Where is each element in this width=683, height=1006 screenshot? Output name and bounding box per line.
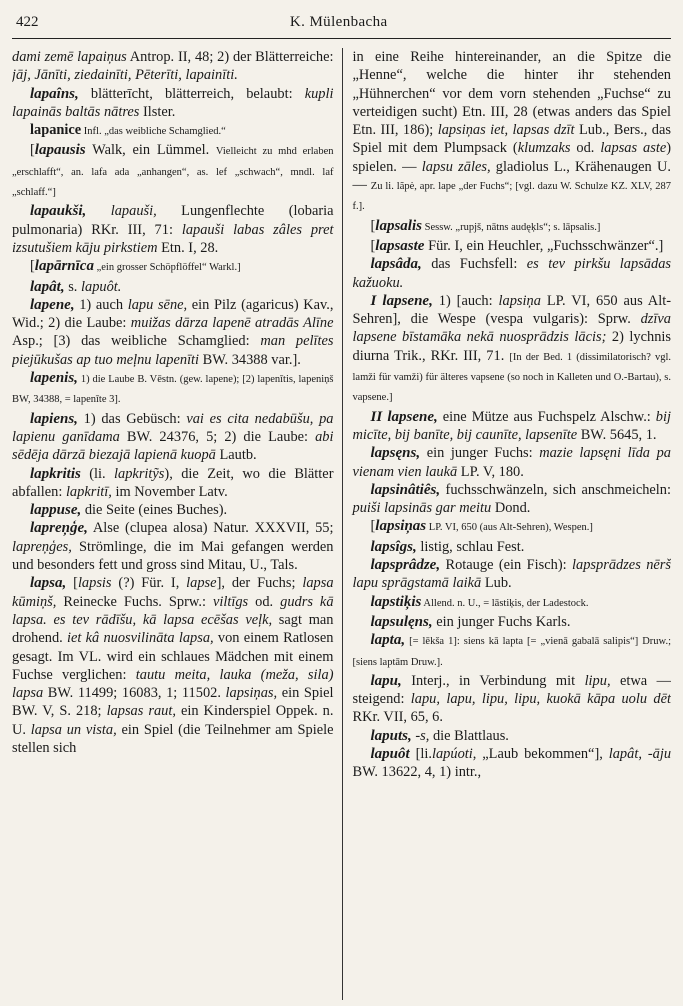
entry-text: blätterīcht, blätterreich, belaubt:	[78, 85, 305, 102]
entry-text: im November Latv.	[111, 483, 228, 500]
entry-text: Etn. I, 28.	[157, 239, 219, 256]
entry-text: lapsiņa	[498, 292, 541, 309]
running-title: K. Mülenbacha	[289, 14, 388, 30]
entry-text: LP. VI, 650 (aus Alt-Sehren), Wespen.]	[426, 522, 593, 534]
entry-text: BW. 13622, 4, 1) intr.,	[352, 764, 482, 781]
dictionary-entry	[12, 501, 334, 519]
dictionary-entry	[353, 556, 672, 593]
entry-text: BW. 24376, 5; 2) die Laube:	[119, 428, 316, 445]
entry-text: lapu, lapu, lipu, lipu, kuokā kāpa uolu dēt	[410, 691, 671, 708]
dictionary-entry	[353, 255, 672, 292]
entry-text: [	[30, 142, 35, 159]
entry-text: RKr. VII, 65, 6.	[352, 709, 443, 726]
entry-text: 1) auch	[74, 296, 128, 313]
entry-text: abi sēdēja dārzā biezajā lapienā kuopā	[12, 428, 334, 464]
entry-text: „ein grosser Schöpflöffel“ Warkl.]	[93, 262, 241, 274]
entry-text: Sessw. „rupjš, nātns audęķls“; s. lāpsalis.]	[421, 221, 601, 233]
entry-headword: lapât,	[30, 278, 65, 295]
entry-text: lapse	[186, 575, 217, 592]
entry-text: -	[411, 727, 421, 744]
entry-text: gudrs kā lapsa. es tev rādīšu, kā lapsa ecēšas veļk,	[12, 593, 334, 628]
dictionary-entry	[353, 538, 672, 556]
entry-text: Allend. n. U., = lāstiķis, der Ladestock.	[421, 597, 589, 609]
entry-text: [In der Bed. 1 (dissimilatorisch? vgl. lamži für vamži) für älteres vapsene (so noch in Kalleten und O.-Bartau), s. vapsene.]	[352, 351, 671, 404]
entry-headword: lapsaste	[375, 237, 425, 254]
entry-headword: lapsęns,	[370, 445, 421, 462]
entry-text: Rotauge (ein Fisch):	[440, 557, 573, 574]
dictionary-entry	[12, 202, 334, 257]
entry-text: viltīgs	[212, 593, 249, 610]
entry-text: lapkritī,	[65, 483, 112, 500]
entry-text: klumzaks	[517, 140, 571, 157]
dictionary-entry	[12, 410, 334, 465]
dictionary-entry	[353, 237, 672, 255]
entry-text: Zu li. lãpė, apr. lape „der Fuchs“; [vgl. dazu W. Schulze KZ. XLV, 287 f.].	[352, 181, 671, 213]
entry-text: [	[66, 575, 78, 592]
dictionary-entry	[12, 465, 334, 502]
header-rule	[12, 38, 671, 39]
entry-text: die Seite (eines Buches).	[81, 502, 228, 519]
entry-text: ein Pilz (agaricus) Kav., Wid.; 2) die Laube:	[12, 296, 334, 332]
entry-text: eine Mütze aus Fuchspelz Alschw.:	[437, 408, 656, 425]
entry-headword: lapsinâtiês,	[370, 481, 441, 498]
entry-text: lapsu zāles,	[421, 158, 491, 175]
entry-text: lapanice	[30, 122, 82, 139]
entry-text: Für. I, ein Heuchler, „Fuchsschwänzer“.]	[424, 237, 664, 254]
entry-text: [	[30, 258, 35, 275]
entry-headword: lapsprâdze,	[370, 557, 441, 574]
entry-text: puiši lapsinās gar meitu	[352, 500, 492, 517]
entry-text: [	[370, 237, 376, 254]
entry-text: Dond.	[491, 500, 531, 517]
entry-text: 2) lychnis diurna Trik., RKr. III, 71.	[352, 329, 671, 364]
entry-text: [	[370, 518, 376, 535]
two-column-body	[12, 48, 671, 1000]
entry-text: s,	[420, 727, 430, 744]
entry-headword: lapstiķis	[370, 593, 422, 610]
entry-text: Lub.	[481, 575, 512, 592]
entry-text: ein Kinderspiel Oppek. n. U.	[12, 703, 334, 738]
entry-text: es tev pirkšu lapsādas kažuoku.	[352, 256, 671, 291]
entry-text: -	[641, 745, 653, 762]
entry-text: s.	[64, 278, 81, 295]
dictionary-entry	[12, 85, 334, 122]
dictionary-entry	[12, 296, 334, 369]
dictionary-entry	[12, 141, 334, 202]
entry-text: lapreņģes,	[12, 538, 72, 555]
entry-text: lipu,	[584, 672, 611, 689]
dictionary-entry	[12, 369, 334, 410]
entry-text: lapkritỹs	[114, 465, 165, 482]
entry-text: [	[370, 217, 376, 234]
dictionary-entry	[12, 48, 334, 85]
entry-headword: lapausis	[34, 142, 86, 159]
entry-text: mazie lapsęni līda pa vienam vien laukā	[352, 445, 671, 480]
entry-text: Lungenflechte (lobaria pulmonaria) RKr. III, 71:	[12, 203, 334, 238]
entry-text: dami zemē lapaiņus	[12, 49, 127, 65]
entry-headword: lapārnīca	[34, 258, 94, 275]
dictionary-entry	[353, 517, 672, 537]
entry-text: (?) Für. I,	[111, 575, 187, 592]
entry-text: man pelītes piejūkušas ap tuo meļnu lapenīti	[12, 333, 334, 368]
entry-text: [= lēkša 1]: siens kā lapta [= „vienā gabalā salipis“] Druw.; [siens laptām Druw.].	[352, 636, 671, 668]
entry-text: Alse (clupea alosa) Natur. XXXVII, 55;	[87, 520, 334, 537]
left-column	[12, 48, 342, 1000]
entry-headword: I lapsene,	[370, 292, 433, 309]
entry-text: vai es cita nedabūšu, pa lapienu ganīdama	[12, 410, 334, 445]
entry-text: in eine Reihe hintereinander, an die Spitze die „Henne“, welche die hinter ihr stehenden „Hühnerchen“ vor dem vorn stehenden „Fuchse“ zu verteidigen sucht) Etn. III, 28 (etwas anders das Spiel Etn. III, 186);	[352, 49, 671, 139]
entry-headword: lapu,	[370, 672, 402, 689]
entry-text: lapuôt.	[81, 278, 122, 295]
entry-headword: II lapsene,	[370, 408, 438, 425]
entry-text: lapsis	[77, 575, 112, 592]
entry-text: die Blattlaus.	[429, 727, 509, 744]
dictionary-entry	[353, 631, 672, 672]
entry-text: od.	[570, 140, 601, 157]
page-number: 422	[16, 14, 39, 30]
entry-text: lapsas aste	[600, 140, 667, 157]
entry-text: Lub., Bers., das Spiel mit dem Plumpsack (	[352, 122, 671, 157]
entry-text: āju	[652, 745, 671, 762]
entry-headword: lapene,	[30, 296, 75, 313]
entry-text: ), die Zeit, wo die Blätter abfallen:	[12, 465, 334, 500]
entry-headword: lapuôt	[370, 745, 410, 762]
entry-headword: lapsîgs,	[370, 538, 417, 555]
dictionary-entry	[12, 257, 334, 277]
entry-text: BW. 5645, 1.	[577, 426, 657, 443]
entry-headword: lapsâda,	[370, 256, 422, 273]
entry-text: Reinecke Fuchs. Sprw.:	[56, 593, 213, 610]
entry-text: listig, schlau Fest.	[416, 538, 525, 555]
dictionary-entry	[353, 672, 672, 727]
dictionary-entry	[353, 481, 672, 518]
entry-text: Ilster.	[139, 103, 176, 120]
dictionary-entry	[12, 278, 334, 296]
entry-text: LP. VI, 650 aus Alt-Sehren], die Wespe (vespa vulgaris): Sprw.	[352, 292, 671, 328]
right-column	[342, 48, 672, 1000]
entry-text: bij micīte, bij banīte, bij caunīte, lapsenīte	[352, 408, 671, 443]
entry-text: iet kâ nuosvilināta lapsa,	[67, 630, 214, 647]
entry-text: Interj., in Verbindung mit	[401, 672, 585, 689]
entry-text: das Fuchsfell:	[421, 256, 527, 273]
dictionary-entry	[353, 727, 672, 745]
entry-text: fuchsschwänzeln, sich anschmeicheln:	[440, 481, 671, 498]
dictionary-entry	[12, 519, 334, 574]
entry-text: lapu sēne,	[127, 296, 188, 313]
entry-text: lapsa kūmiņš,	[12, 575, 334, 610]
entry-text: von einem Ratlosen gesagt. Im VL. wird ein schlaues Mädchen mit einem Fuchse verglichen:	[12, 630, 334, 683]
dictionary-entry	[353, 745, 672, 782]
entry-text: Asp.; [3) das weibliche Schamglied:	[12, 333, 261, 350]
entry-headword: lapkritis	[30, 465, 81, 482]
entry-text: 1) die Laube B. Vēstn. (gew. lapene); [2) lapenītis, lapeniņš BW, 34388, = lapenīte 3].	[12, 374, 334, 406]
entry-headword: lapaîns,	[30, 85, 79, 102]
entry-text: lapsprādzes nērš lapu sprāgstamā laikā	[352, 557, 671, 592]
entry-text: lapúoti	[431, 745, 473, 762]
entry-text: lapsiņas iet, lapsas dzīt	[437, 122, 575, 139]
dictionary-entry	[353, 593, 672, 613]
entry-headword: lapta,	[370, 632, 406, 649]
entry-text: ein Spiel (die Teilnehmer am Spiele stellen sich	[12, 721, 334, 756]
dictionary-entry	[353, 408, 672, 445]
entry-text: etwa — steigend:	[352, 672, 671, 708]
entry-text: lapsa un vista,	[30, 721, 117, 738]
entry-text: , „Laub bekommen“],	[472, 745, 609, 762]
entry-text: BW. 11499; 16083, 1; 11502.	[43, 685, 226, 702]
entry-text: Lautb.	[215, 447, 257, 464]
dictionary-entry	[353, 444, 672, 481]
dictionary-entry	[353, 48, 672, 217]
dictionary-entry	[353, 217, 672, 237]
entry-text: jāj, Jānīti, ziedainīti, Pēterīti, lapainīti.	[12, 67, 238, 84]
entry-text: lapauši labas zâles pret izsutušiem kāju pirkstiem	[12, 221, 334, 256]
entry-text: Vielleicht zu mhd erlaben „erschlafft“, an. lafa ada „anhangen“, as. lef „schwach“, mndl. laf „schlaff.“]	[12, 146, 334, 199]
entry-text: BW. 34388 var.].	[199, 351, 301, 368]
dictionary-entry	[12, 121, 334, 141]
entry-headword: laputs,	[370, 727, 412, 744]
entry-text: lapsas raut,	[106, 703, 176, 720]
entry-headword: lapiens,	[30, 410, 78, 427]
entry-text: lapsiņas,	[225, 685, 278, 702]
entry-text: muižas dārza lapenē atradās Alīne	[130, 315, 334, 332]
entry-text: Infl. „das weibliche Schamglied.“	[81, 126, 226, 138]
entry-text: ], der Fuchs;	[216, 575, 303, 592]
entry-headword: lappuse,	[30, 502, 82, 519]
entry-text: lapauši,	[86, 203, 157, 220]
entry-text: LP. V, 180.	[457, 463, 524, 480]
entry-text: Walk, ein Lümmel.	[85, 142, 216, 159]
entry-text: gladiolus L., Krähenaugen U. —	[352, 158, 671, 194]
page-header	[12, 14, 669, 35]
dictionary-entry	[353, 292, 672, 408]
entry-text: Strömlinge, die im Mai gefangen werden und besonders fett und gross sind Mitau, U., Tals.	[12, 538, 334, 574]
entry-text: lapât,	[608, 745, 642, 762]
entry-text: tautu meita, lauka (meža, sila) lapsa	[12, 666, 334, 702]
entry-headword: lapenis,	[30, 370, 78, 387]
entry-text: Antrop. II, 48; 2) der Blätterreiche:	[126, 49, 334, 65]
entry-headword: lapsalis	[375, 217, 422, 234]
entry-text: 1) das Gebüsch:	[77, 410, 187, 427]
entry-headword: lapsa,	[30, 575, 67, 592]
dictionary-entry	[353, 613, 672, 631]
entry-headword: lapreņģe,	[30, 520, 88, 537]
entry-headword: lapsiņas	[375, 518, 427, 535]
entry-text: kupli lapainās baltās nātres	[12, 85, 334, 120]
entry-text: [li.	[409, 745, 432, 762]
entry-text: ein Spiel BW. V, S. 218;	[12, 685, 334, 720]
entry-text: od.	[248, 593, 281, 610]
entry-text: (li.	[80, 465, 115, 482]
dictionary-entry	[12, 574, 334, 757]
entry-text: sagt man drohend.	[12, 611, 334, 647]
entry-headword: lapaukši,	[30, 203, 87, 220]
entry-text: ein junger Fuchs:	[420, 445, 540, 462]
entry-text: ) spielen. —	[352, 140, 671, 175]
entry-text: ein junger Fuchs Karls.	[432, 613, 571, 630]
entry-text: 1) [auch:	[432, 292, 499, 309]
entry-text: dzīva lapsene bīstamāka nekā nuosprādzis lācis;	[352, 311, 671, 346]
entry-headword: lapsulęns,	[370, 613, 433, 630]
